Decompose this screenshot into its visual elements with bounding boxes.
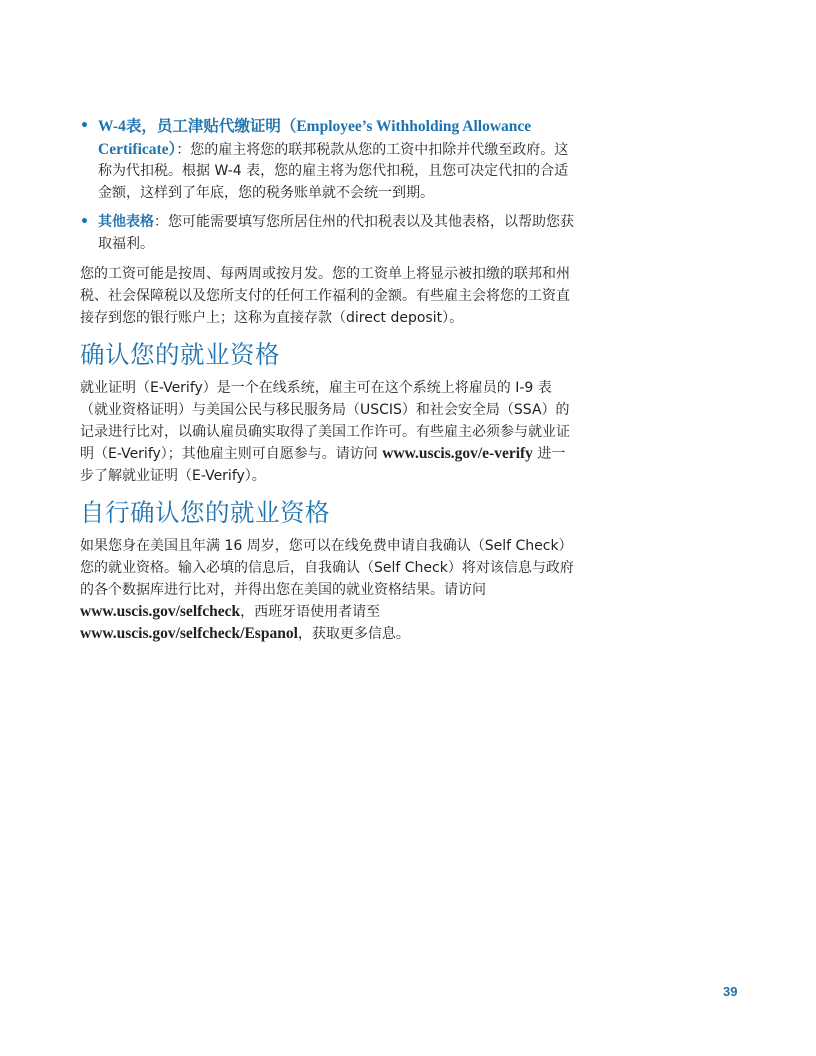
paragraph-text: ，西班牙语使用者请至 [240,604,381,620]
e-verify-paragraph [80,377,574,487]
paragraph-text: 如果您身在美国且年满 16 周岁，您可以在线免费申请自我确认（Self Check）您的就业资格。输入必填的信息后，自我确认（Self Check）将对该信息与政府的各个数据库进行比对，并得出您在美国的就业资格结果。请访问 [80,538,574,598]
bullet-text: ：您可能需要填写您所居住州的代扣税表以及其他表格，以帮助您获取福利。 [98,214,574,252]
bullet-term: 其他表格 [98,214,154,230]
paragraph-text: 就业证明（E-Verify）是一个在线系统，雇主可在这个系统上将雇员的 I-9 表（就业资格证明）与美国公民与移民服务局（USCIS）和社会安全局（SSA）的记录进行比对，以确认雇员确实取得了美国工作许可。有些雇主必须参与就业证明（E-Verify）；其他雇主则可自愿参与。请访问 [80,380,570,462]
e-verify-link[interactable]: www.uscis.gov/e-verify [382,445,533,462]
paragraph-text: ，获取更多信息。 [297,626,410,642]
bullet-dot-icon: • [80,118,89,134]
bullet-list [80,116,574,255]
intro-paragraph: 您的工资可能是按周、每两周或按月发。您的工资单上将显示被扣缴的联邦和州税、社会保障税以及您所支付的任何工作福利的金额。有些雇主会将您的工资直接存到您的银行账户上；这称为直接存款（direct deposit）。 [80,266,570,326]
bullet-dot-icon: • [80,214,89,230]
page-number: 39 [723,984,738,999]
paragraph-text: 进一步了解就业证明（E-Verify）。 [80,446,566,484]
section-heading-self-check: 自行确认您的就业资格 [80,498,330,527]
bullet-item-w4 [80,116,574,204]
self-check-paragraph [80,535,574,645]
section-heading-eligibility: 确认您的就业资格 [80,340,280,369]
page-content [80,116,574,645]
bullet-term: W-4表，员工津贴代缴证明（Employee’s Withholding Allowance Certificate） [98,118,532,158]
bullet-text: ：您的雇主将您的联邦税款从您的工资中扣除并代缴至政府。这称为代扣税。根据 W-4 表，您的雇主将为您代扣税，且您可决定代扣的合适金额，这样到了年底，您的税务账单就不会统一到期。 [98,141,569,201]
selfcheck-link[interactable]: www.uscis.gov/selfcheck [80,603,241,620]
bullet-item-other-forms [80,212,574,255]
selfcheck-espanol-link[interactable]: www.uscis.gov/selfcheck/Espanol [80,625,298,642]
